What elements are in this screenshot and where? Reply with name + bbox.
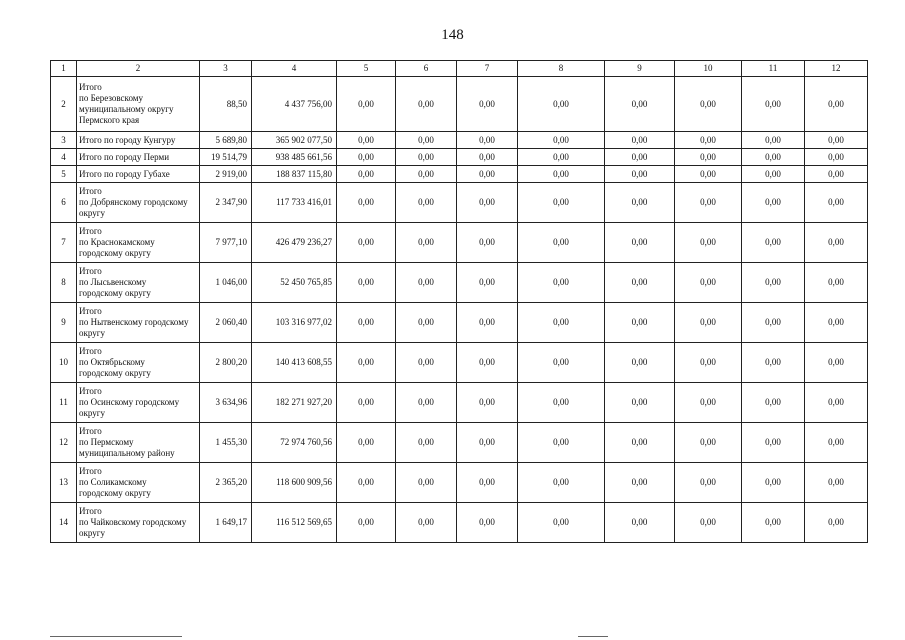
value-cell: 0,00 (518, 223, 605, 263)
column-header: 5 (337, 61, 396, 77)
value-cell: 0,00 (805, 183, 868, 223)
value-cell: 0,00 (675, 503, 742, 543)
value-cell: 0,00 (742, 303, 805, 343)
value-cell: 0,00 (396, 303, 457, 343)
table-row (51, 463, 868, 503)
value-cell: 3 634,96 (200, 383, 252, 423)
footer-rule-left (50, 636, 182, 637)
amount-cell: 938 485 661,56 (252, 149, 337, 166)
value-cell: 0,00 (805, 383, 868, 423)
value-cell: 2 919,00 (200, 166, 252, 183)
value-cell: 0,00 (337, 343, 396, 383)
value-cell: 0,00 (518, 463, 605, 503)
row-number-cell: 13 (51, 463, 77, 503)
amount-cell: 117 733 416,01 (252, 183, 337, 223)
value-cell: 0,00 (742, 423, 805, 463)
value-cell: 2 365,20 (200, 463, 252, 503)
value-cell: 0,00 (805, 303, 868, 343)
column-header: 3 (200, 61, 252, 77)
amount-cell: 72 974 760,56 (252, 423, 337, 463)
value-cell: 2 060,40 (200, 303, 252, 343)
value-cell: 0,00 (742, 343, 805, 383)
value-cell: 0,00 (457, 77, 518, 132)
value-cell: 0,00 (805, 463, 868, 503)
row-number-cell: 8 (51, 263, 77, 303)
row-number-cell: 3 (51, 132, 77, 149)
value-cell: 0,00 (675, 343, 742, 383)
value-cell: 0,00 (457, 463, 518, 503)
value-cell: 0,00 (457, 132, 518, 149)
value-cell: 7 977,10 (200, 223, 252, 263)
value-cell: 0,00 (518, 77, 605, 132)
value-cell: 0,00 (805, 503, 868, 543)
table-row (51, 343, 868, 383)
value-cell: 0,00 (337, 503, 396, 543)
value-cell: 0,00 (805, 423, 868, 463)
column-header: 10 (675, 61, 742, 77)
amount-cell: 118 600 909,56 (252, 463, 337, 503)
value-cell: 0,00 (457, 183, 518, 223)
value-cell: 0,00 (805, 263, 868, 303)
territory-name-cell: Итого по Березовскому муниципальному округу Пермского края (77, 77, 200, 132)
footer-rule-right (578, 636, 608, 637)
value-cell: 0,00 (805, 149, 868, 166)
value-cell: 0,00 (396, 77, 457, 132)
value-cell: 0,00 (337, 183, 396, 223)
value-cell: 0,00 (742, 263, 805, 303)
column-header: 9 (605, 61, 675, 77)
table-row (51, 77, 868, 132)
value-cell: 88,50 (200, 77, 252, 132)
value-cell: 0,00 (457, 343, 518, 383)
territory-name-cell: Итого по Краснокамскому городскому округу (77, 223, 200, 263)
row-number-cell: 9 (51, 303, 77, 343)
value-cell: 0,00 (457, 383, 518, 423)
value-cell: 5 689,80 (200, 132, 252, 149)
value-cell: 0,00 (457, 303, 518, 343)
value-cell: 0,00 (396, 166, 457, 183)
amount-cell: 426 479 236,27 (252, 223, 337, 263)
value-cell: 0,00 (805, 343, 868, 383)
table-row (51, 132, 868, 149)
territory-name-cell: Итого по Пермскому муниципальному району (77, 423, 200, 463)
value-cell: 0,00 (337, 263, 396, 303)
value-cell: 0,00 (605, 423, 675, 463)
value-cell: 0,00 (518, 166, 605, 183)
value-cell: 0,00 (605, 223, 675, 263)
value-cell: 0,00 (742, 149, 805, 166)
value-cell: 0,00 (396, 263, 457, 303)
value-cell: 0,00 (518, 303, 605, 343)
value-cell: 0,00 (337, 132, 396, 149)
territory-name-cell: Итого по Добрянскому городскому округу (77, 183, 200, 223)
territory-name-cell: Итого по городу Губахе (77, 166, 200, 183)
value-cell: 0,00 (337, 383, 396, 423)
page-number: 148 (441, 27, 464, 43)
value-cell: 0,00 (457, 223, 518, 263)
table-row (51, 263, 868, 303)
value-cell: 0,00 (457, 263, 518, 303)
value-cell: 0,00 (605, 77, 675, 132)
value-cell: 0,00 (605, 263, 675, 303)
amount-cell: 182 271 927,20 (252, 383, 337, 423)
value-cell: 0,00 (605, 132, 675, 149)
value-cell: 0,00 (605, 463, 675, 503)
value-cell: 0,00 (337, 303, 396, 343)
value-cell: 1 649,17 (200, 503, 252, 543)
row-number-cell: 14 (51, 503, 77, 543)
value-cell: 0,00 (742, 383, 805, 423)
column-header: 12 (805, 61, 868, 77)
header-row (51, 61, 868, 77)
value-cell: 0,00 (457, 423, 518, 463)
value-cell: 0,00 (742, 183, 805, 223)
value-cell: 0,00 (742, 223, 805, 263)
value-cell: 0,00 (605, 343, 675, 383)
value-cell: 0,00 (675, 166, 742, 183)
value-cell: 0,00 (675, 132, 742, 149)
value-cell: 0,00 (518, 383, 605, 423)
value-cell: 0,00 (337, 423, 396, 463)
value-cell: 0,00 (518, 132, 605, 149)
value-cell: 0,00 (457, 166, 518, 183)
column-header: 2 (77, 61, 200, 77)
value-cell: 0,00 (742, 77, 805, 132)
territory-name-cell: Итого по Чайковскому городскому округу (77, 503, 200, 543)
value-cell: 0,00 (605, 166, 675, 183)
value-cell: 19 514,79 (200, 149, 252, 166)
amount-cell: 365 902 077,50 (252, 132, 337, 149)
row-number-cell: 11 (51, 383, 77, 423)
value-cell: 0,00 (337, 77, 396, 132)
value-cell: 0,00 (396, 223, 457, 263)
value-cell: 0,00 (742, 166, 805, 183)
value-cell: 0,00 (675, 423, 742, 463)
column-header: 4 (252, 61, 337, 77)
territory-name-cell: Итого по Осинскому городскому округу (77, 383, 200, 423)
value-cell: 0,00 (675, 223, 742, 263)
row-number-cell: 7 (51, 223, 77, 263)
table-row (51, 383, 868, 423)
table-body (51, 61, 868, 543)
value-cell: 0,00 (337, 463, 396, 503)
row-number-cell: 2 (51, 77, 77, 132)
value-cell: 0,00 (337, 223, 396, 263)
value-cell: 0,00 (337, 166, 396, 183)
value-cell: 0,00 (396, 149, 457, 166)
table-row (51, 223, 868, 263)
table-row (51, 149, 868, 166)
value-cell: 0,00 (805, 77, 868, 132)
value-cell: 0,00 (605, 183, 675, 223)
value-cell: 2 347,90 (200, 183, 252, 223)
amount-cell: 116 512 569,65 (252, 503, 337, 543)
territory-name-cell: Итого по городу Кунгуру (77, 132, 200, 149)
value-cell: 0,00 (518, 423, 605, 463)
value-cell: 0,00 (518, 503, 605, 543)
value-cell: 0,00 (675, 77, 742, 132)
column-header: 8 (518, 61, 605, 77)
value-cell: 0,00 (396, 383, 457, 423)
amount-cell: 4 437 756,00 (252, 77, 337, 132)
value-cell: 1 046,00 (200, 263, 252, 303)
row-number-cell: 4 (51, 149, 77, 166)
table-row (51, 166, 868, 183)
territory-name-cell: Итого по Соликамскому городскому округу (77, 463, 200, 503)
table-row (51, 423, 868, 463)
value-cell: 0,00 (396, 463, 457, 503)
territory-name-cell: Итого по городу Перми (77, 149, 200, 166)
value-cell: 0,00 (805, 132, 868, 149)
value-cell: 1 455,30 (200, 423, 252, 463)
value-cell: 0,00 (396, 343, 457, 383)
row-number-cell: 12 (51, 423, 77, 463)
value-cell: 0,00 (518, 149, 605, 166)
value-cell: 0,00 (805, 166, 868, 183)
row-number-cell: 5 (51, 166, 77, 183)
value-cell: 2 800,20 (200, 343, 252, 383)
amount-cell: 103 316 977,02 (252, 303, 337, 343)
value-cell: 0,00 (675, 383, 742, 423)
amount-cell: 188 837 115,80 (252, 166, 337, 183)
value-cell: 0,00 (742, 132, 805, 149)
value-cell: 0,00 (518, 263, 605, 303)
value-cell: 0,00 (396, 183, 457, 223)
value-cell: 0,00 (396, 423, 457, 463)
value-cell: 0,00 (742, 463, 805, 503)
table-row (51, 303, 868, 343)
value-cell: 0,00 (337, 149, 396, 166)
amount-cell: 52 450 765,85 (252, 263, 337, 303)
value-cell: 0,00 (675, 463, 742, 503)
row-number-cell: 6 (51, 183, 77, 223)
amount-cell: 140 413 608,55 (252, 343, 337, 383)
value-cell: 0,00 (396, 503, 457, 543)
value-cell: 0,00 (605, 503, 675, 543)
value-cell: 0,00 (518, 343, 605, 383)
table-row (51, 503, 868, 543)
column-header: 1 (51, 61, 77, 77)
data-table (50, 60, 868, 543)
column-header: 6 (396, 61, 457, 77)
value-cell: 0,00 (457, 503, 518, 543)
value-cell: 0,00 (805, 223, 868, 263)
territory-name-cell: Итого по Октябрьскому городскому округу (77, 343, 200, 383)
column-header: 7 (457, 61, 518, 77)
column-header: 11 (742, 61, 805, 77)
value-cell: 0,00 (605, 383, 675, 423)
value-cell: 0,00 (742, 503, 805, 543)
value-cell: 0,00 (675, 263, 742, 303)
territory-name-cell: Итого по Лысьвенскому городскому округу (77, 263, 200, 303)
value-cell: 0,00 (457, 149, 518, 166)
value-cell: 0,00 (396, 132, 457, 149)
table-row (51, 183, 868, 223)
value-cell: 0,00 (605, 303, 675, 343)
row-number-cell: 10 (51, 343, 77, 383)
value-cell: 0,00 (605, 149, 675, 166)
value-cell: 0,00 (675, 303, 742, 343)
value-cell: 0,00 (675, 183, 742, 223)
territory-name-cell: Итого по Нытвенскому городскому округу (77, 303, 200, 343)
value-cell: 0,00 (518, 183, 605, 223)
value-cell: 0,00 (675, 149, 742, 166)
